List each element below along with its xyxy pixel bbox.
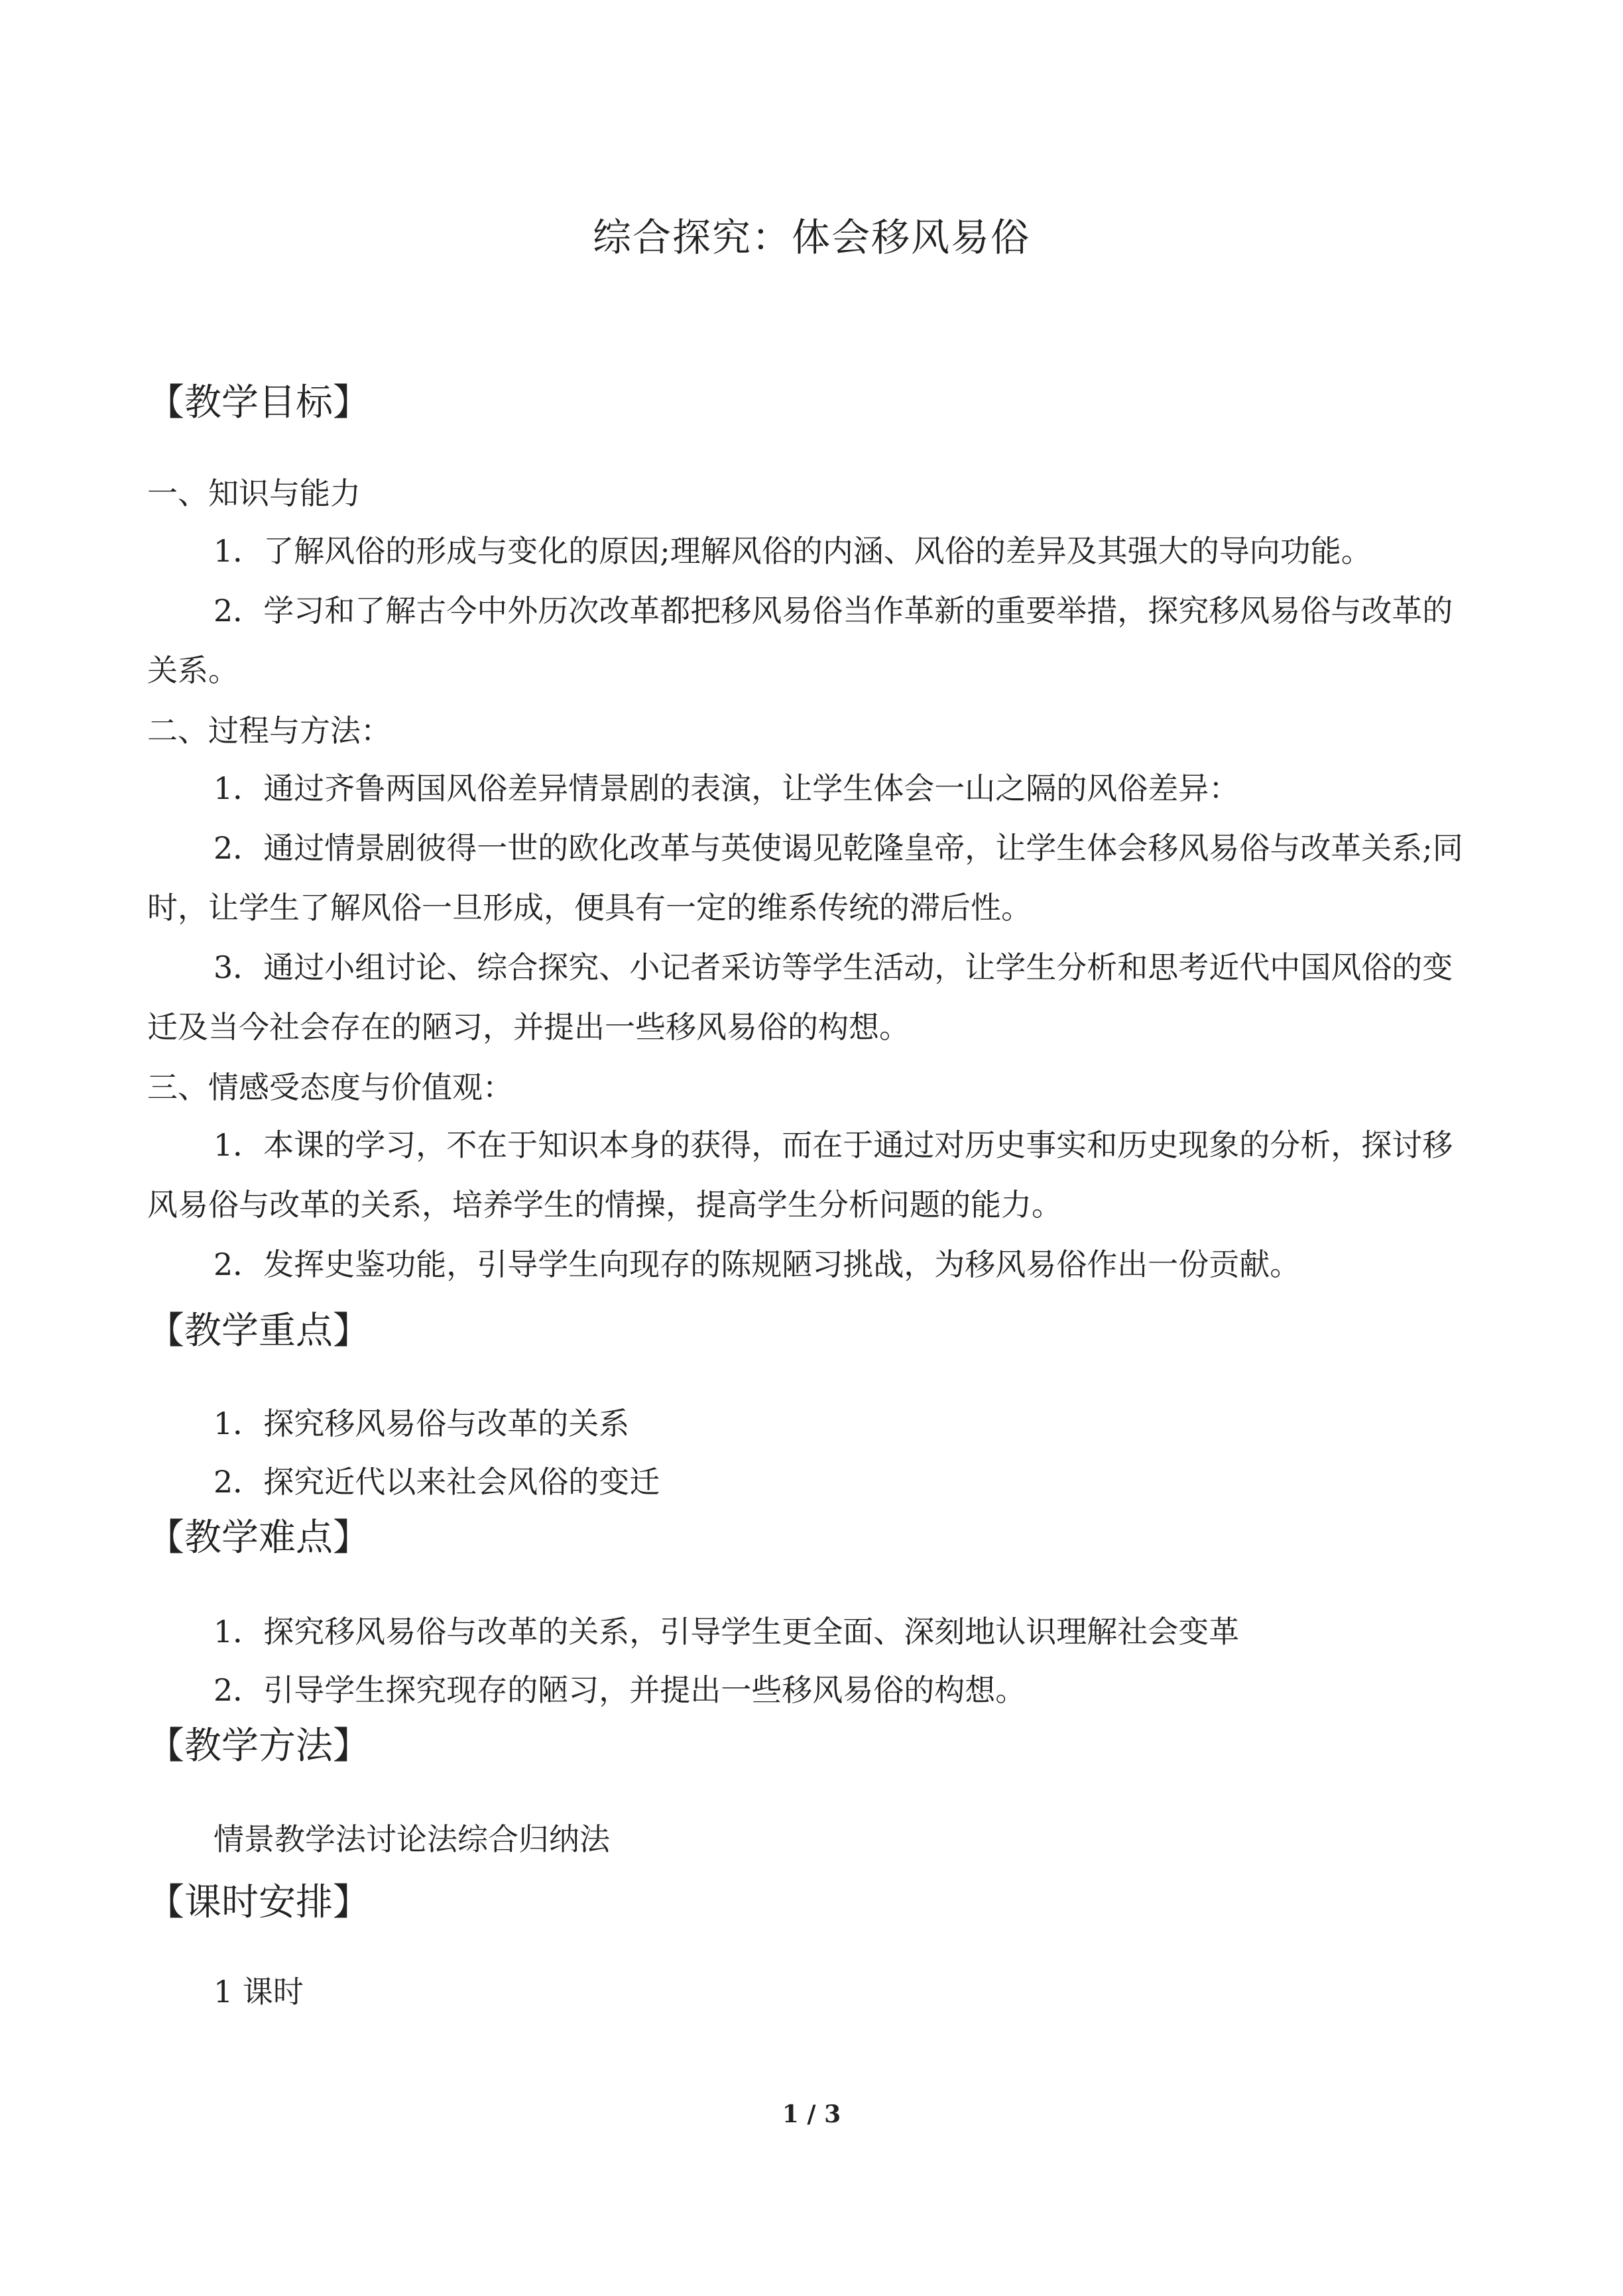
process-item-2: 2．通过情景剧彼得一世的欧化改革与英使谒见乾隆皇帝，让学生体会移风易俗与改革关系;同时，让学生了解风俗一旦形成，便具有一定的维系传统的滞后性。 xyxy=(147,830,1463,926)
section-heading-objectives: 【教学目标】 xyxy=(147,381,370,424)
key-point-item-1: 1．探究移风易俗与改革的关系 xyxy=(213,1406,630,1441)
values-item-1: 1．本课的学习，不在于知识本身的获得，而在于通过对历史事实和历史现象的分析，探讨移风易俗与改革的关系，培养学生的情操，提高学生分析问题的能力。 xyxy=(147,1127,1453,1223)
values-item-2: 2．发挥史鉴功能，引导学生向现存的陈规陋习挑战，为移风易俗作出一份贡献。 xyxy=(213,1246,1301,1282)
section-heading-difficulties: 【教学难点】 xyxy=(147,1516,370,1559)
difficulty-item-1: 1．探究移风易俗与改革的关系，引导学生更全面、深刻地认识理解社会变革 xyxy=(213,1614,1240,1650)
schedule-text: 1 课时 xyxy=(213,1974,304,2010)
knowledge-item-2: 2．学习和了解古今中外历次改革都把移风易俗当作革新的重要举措，探究移风易俗与改革的关系。 xyxy=(147,593,1453,688)
section-heading-methods: 【教学方法】 xyxy=(147,1724,370,1768)
subheading-process: 二、过程与方法： xyxy=(147,713,391,749)
process-item-3: 3．通过小组讨论、综合探究、小记者采访等学生活动，让学生分析和思考近代中国风俗的变迁及当今社会存在的陋习，并提出一些移风易俗的构想。 xyxy=(147,949,1453,1045)
methods-text: 情景教学法讨论法综合归纳法 xyxy=(213,1821,610,1857)
process-item-1: 1．通过齐鲁两国风俗差异情景剧的表演，让学生体会一山之隔的风俗差异： xyxy=(213,770,1240,806)
difficulty-item-2: 2．引导学生探究现存的陋习，并提出一些移风易俗的构想。 xyxy=(213,1672,1026,1708)
section-heading-key-points: 【教学重点】 xyxy=(147,1309,370,1353)
page-number: 1 / 3 xyxy=(782,2100,841,2128)
page-title: 综合探究：体会移风易俗 xyxy=(592,215,1030,260)
key-point-item-2: 2．探究近代以来社会风俗的变迁 xyxy=(213,1464,660,1500)
subheading-values: 三、情感受态度与价值观： xyxy=(147,1069,513,1105)
subheading-knowledge: 一、知识与能力 xyxy=(147,475,361,511)
section-heading-schedule: 【课时安排】 xyxy=(147,1881,370,1924)
knowledge-item-1: 1．了解风俗的形成与变化的原因;理解风俗的内涵、风俗的差异及其强大的导向功能。 xyxy=(213,533,1372,569)
